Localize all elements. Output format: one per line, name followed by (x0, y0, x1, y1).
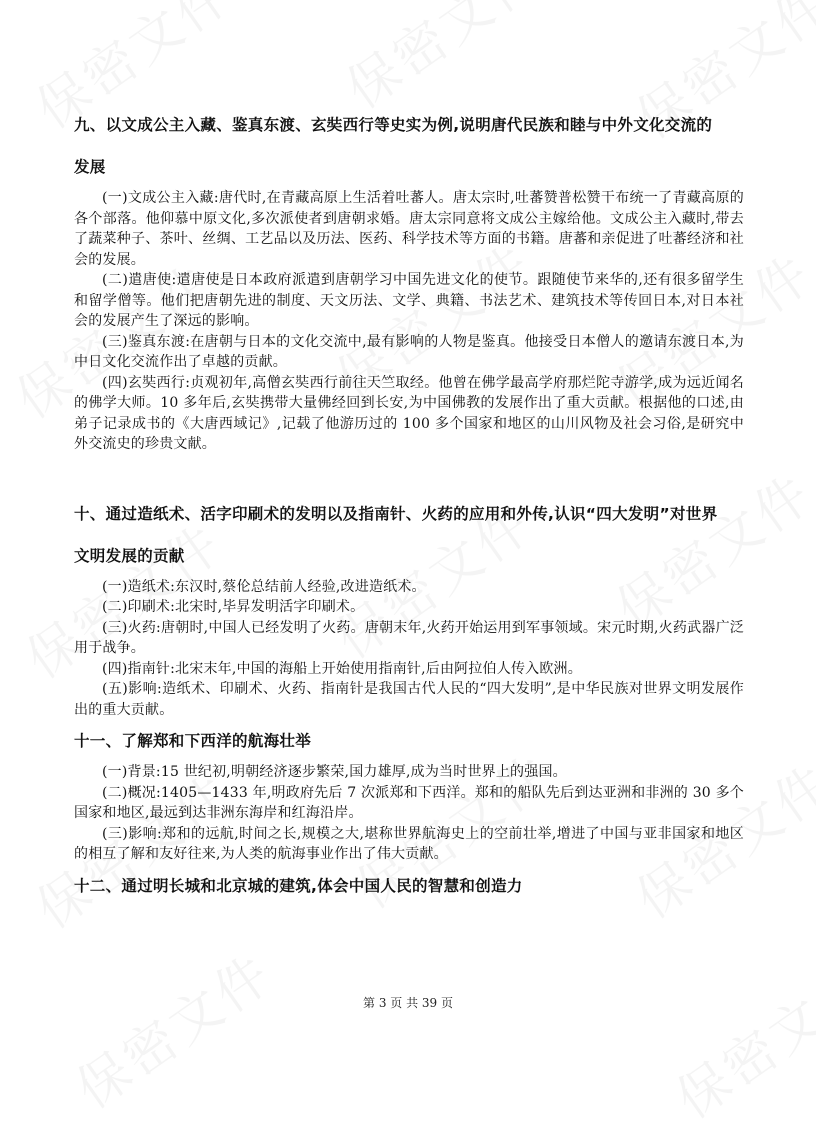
paragraph: (二)概况:1405—1433 年,明政府先后 7 次派郑和下西洋。郑和的船队先后到达亚洲和非洲的 30 多个国家和地区,最远到达非洲东海岸和红海沿岸。 (74, 784, 744, 821)
watermark (659, 943, 816, 1132)
section-heading: 九、以文成公主入藏、鉴真东渡、玄奘西行等史实为例,说明唐代民族和睦与中外文化交流的 (74, 116, 713, 134)
spacer (74, 455, 744, 493)
section-ten (74, 493, 744, 721)
section-eleven (74, 720, 744, 865)
paragraph: (一)文成公主入藏:唐代时,在青藏高原上生活着吐蕃人。唐太宗时,吐蕃赞普松赞干布统一了青藏高原的各个部落。他仰慕中原文化,多次派使者到唐朝求婚。唐太宗同意将文成公主嫁给他。文成公主入藏时,带去了蔬菜种子、茶叶、丝绸、工艺品以及历法、医药、科学技术等方面的书籍。唐蕃和亲促进了吐蕃经济和社会的发展。 (74, 190, 744, 268)
document-body (74, 104, 744, 907)
paragraph: (三)火药:唐朝时,中国人已经发明了火药。唐朝末年,火药开始运用到军事领域。宋元时期,火药武器广泛用于战争。 (74, 619, 744, 656)
paragraph: (二)遣唐使:遣唐使是日本政府派遣到唐朝学习中国先进文化的使节。跟随使节来华的,还有很多留学生和留学僧等。他们把唐朝先进的制度、天文历法、文学、典籍、书法艺术、建筑技术等传回日本,对日本社会的发展产生了深远的影响。 (74, 272, 744, 329)
section-heading-continuation: 文明发展的贡献 (74, 546, 185, 565)
section-twelve (74, 865, 744, 907)
section-heading: 十一、了解郑和下西洋的航海壮举 (74, 732, 312, 750)
section-nine (74, 104, 744, 455)
section-heading: 十、通过造纸术、活字印刷术的发明以及指南针、火药的应用和外传,认识“四大发明”对世界 (74, 504, 718, 523)
paragraph: (三)鉴真东渡:在唐朝与日本的文化交流中,最有影响的人物是鉴真。他接受日本僧人的邀请东渡日本,为中日文化交流作出了卓越的贡献。 (74, 333, 744, 370)
paragraph: (一)造纸术:东汉时,蔡伦总结前人经验,改进造纸术。 (102, 578, 426, 595)
watermark (59, 933, 286, 1123)
section-heading-continuation: 发展 (74, 158, 106, 176)
section-heading: 十二、通过明长城和北京城的建筑,体会中国人民的智慧和创造力 (74, 876, 523, 895)
page-footer: 第 3 页 共 39 页 (363, 996, 453, 1010)
paragraph: (一)背景:15 世纪初,明朝经济逐步繁荣,国力雄厚,成为当时世界上的强国。 (102, 764, 567, 780)
paragraph: (四)指南针:北宋末年,中国的海船上开始使用指南针,后由阿拉伯人传入欧洲。 (102, 660, 582, 677)
paragraph: (三)影响:郑和的远航,时间之长,规模之大,堪称世界航海史上的空前壮举,增进了中国与亚非国家和地区的相互了解和友好往来,为人类的航海事业作出了伟大贡献。 (74, 825, 744, 862)
paragraph: (四)玄奘西行:贞观初年,高僧玄奘西行前往天竺取经。他曾在佛学最高学府那烂陀寺游学,成为远近闻名的佛学大师。10 多年后,玄奘携带大量佛经回到长安,为中国佛教的发展作出了重大贡献。根据他的口述,由弟子记录成书的《大唐西域记》,记载了他游历过的 100 多个国家和地区的山川风物及社会习俗,是研究中外交流史的珍贵文献。 (74, 374, 744, 452)
paragraph: (五)影响:造纸术、印刷术、火药、指南针是我国古代人民的“四大发明”,是中华民族对世界文明发展作出的重大贡献。 (74, 681, 744, 718)
paragraph: (二)印刷术:北宋时,毕昇发明活字印刷术。 (102, 599, 365, 615)
